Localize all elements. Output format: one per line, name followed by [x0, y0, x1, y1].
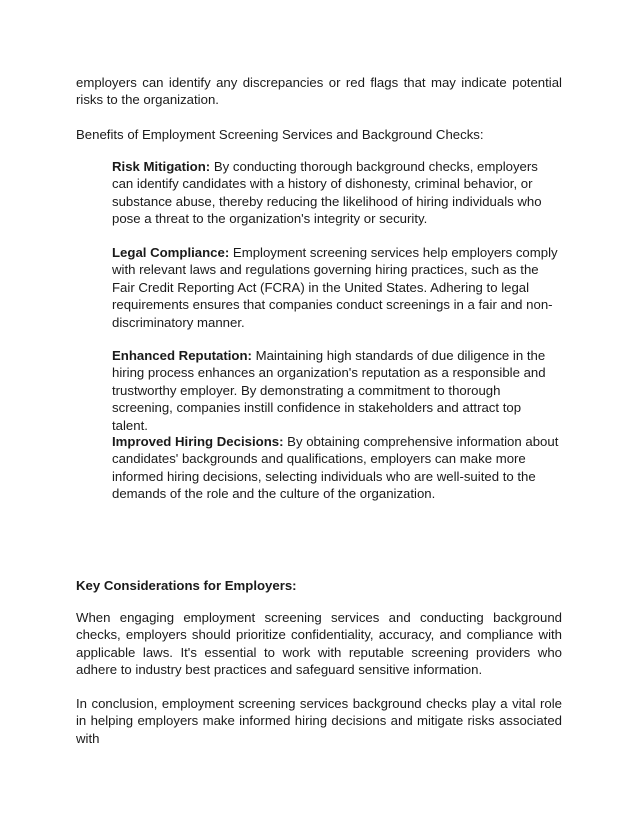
benefit-item-improved-hiring-decisions: [112, 433, 560, 503]
benefit-item-legal-compliance: [112, 244, 560, 331]
conclusion-paragraph: In conclusion, employment screening services background checks play a vital role in helping employers make informed hiring decisions and mitigate risks associated with: [76, 696, 562, 746]
benefit-term: Enhanced Reputation:: [112, 348, 252, 363]
benefit-text: Maintaining high standards of due diligence in the hiring process enhances an organization's reputation as a responsible and trustworthy employer. By demonstrating a commitment to thorough screening, companies instill confidence in stakeholders and attract top talent.: [112, 348, 546, 433]
benefit-term: Risk Mitigation:: [112, 159, 211, 174]
intro-continuation-paragraph: employers can identify any discrepancies or red flags that may indicate potential risks to the organization.: [76, 75, 562, 108]
benefit-text: Employment screening services help employers comply with relevant laws and regulations governing hiring practices, such as the Fair Credit Reporting Act (FCRA) in the United States. Adhering to legal requirements ensures that companies conduct screenings in a fair and non-discriminatory manner.: [112, 245, 558, 330]
benefit-text: By conducting thorough background checks, employers can identify candidates with a history of dishonesty, criminal behavior, or substance abuse, thereby reducing the likelihood of hiring individuals who pose a threat to the organization's integrity or security.: [112, 159, 542, 227]
benefit-text: By obtaining comprehensive information about candidates' backgrounds and qualifications, employers can make more informed hiring decisions, selecting individuals who are well-suited to the demands of the role and the culture of the organization.: [112, 434, 559, 502]
benefit-item-enhanced-reputation: [112, 347, 560, 434]
key-considerations-heading: Key Considerations for Employers:: [76, 578, 297, 593]
benefit-item-risk-mitigation: [112, 158, 560, 228]
benefit-term: Improved Hiring Decisions:: [112, 434, 284, 449]
key-considerations-paragraph: When engaging employment screening services and conducting background checks, employers should prioritize confidentiality, accuracy, and compliance with applicable laws. It's essential to work with reputable screening providers who adhere to industry best practices and safeguard sensitive information.: [76, 610, 562, 678]
benefits-intro-text: Benefits of Employment Screening Services and Background Checks:: [76, 127, 484, 142]
benefit-term: Legal Compliance:: [112, 245, 230, 260]
